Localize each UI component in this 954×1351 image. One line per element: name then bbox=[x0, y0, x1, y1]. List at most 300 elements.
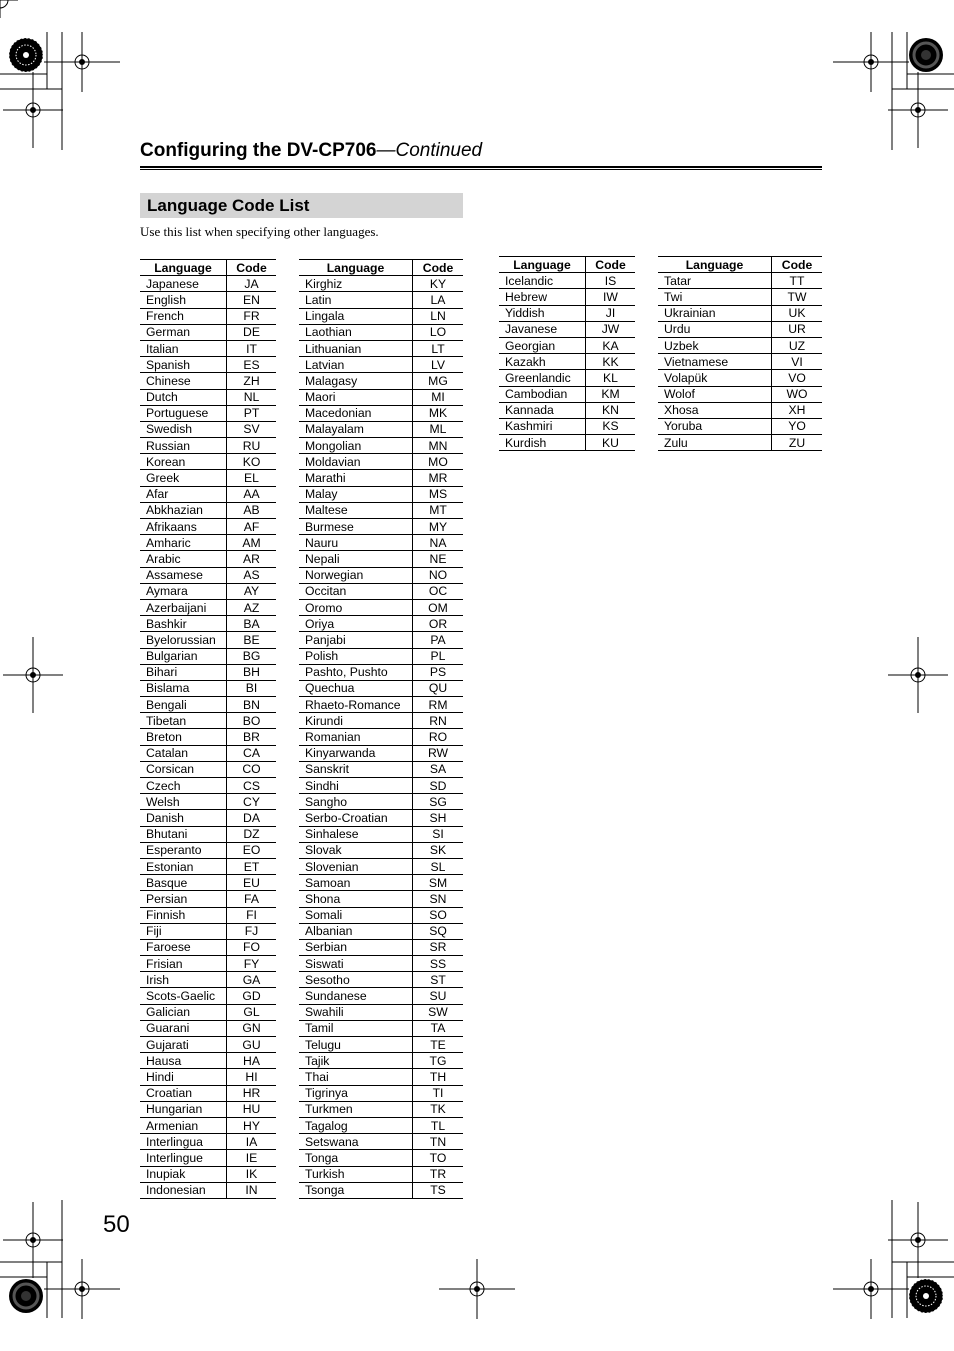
language-code: DE bbox=[227, 324, 277, 340]
table-row bbox=[499, 321, 635, 337]
language-code: TT bbox=[772, 273, 823, 289]
language-code: FR bbox=[227, 308, 277, 324]
language-name: Maori bbox=[299, 389, 413, 405]
header-title: Configuring the DV-CP706 bbox=[140, 140, 377, 161]
table-row bbox=[299, 1037, 463, 1053]
language-name: Hebrew bbox=[499, 289, 586, 305]
language-name: Afar bbox=[140, 486, 227, 502]
language-code: RW bbox=[413, 745, 464, 761]
language-name: Laothian bbox=[299, 324, 413, 340]
language-code: BA bbox=[227, 616, 277, 632]
table-row bbox=[299, 988, 463, 1004]
table-row bbox=[140, 373, 276, 389]
language-code: UK bbox=[772, 305, 823, 321]
table-row bbox=[140, 519, 276, 535]
language-code: RM bbox=[413, 697, 464, 713]
table-row bbox=[299, 1004, 463, 1020]
language-name: Kazakh bbox=[499, 354, 586, 370]
table-row bbox=[140, 1069, 276, 1085]
language-name: Swahili bbox=[299, 1004, 413, 1020]
table-row bbox=[299, 324, 463, 340]
language-code: ET bbox=[227, 858, 277, 874]
table-row bbox=[299, 599, 463, 615]
table-row bbox=[299, 535, 463, 551]
language-name: Turkish bbox=[299, 1166, 413, 1182]
language-code: LT bbox=[413, 340, 464, 356]
language-name: Azerbaijani bbox=[140, 599, 227, 615]
language-name: Slovak bbox=[299, 842, 413, 858]
language-name: Wolof bbox=[658, 386, 772, 402]
table-row bbox=[140, 1166, 276, 1182]
table-row bbox=[140, 1020, 276, 1036]
language-name: Hungarian bbox=[140, 1101, 227, 1117]
language-name: Tatar bbox=[658, 273, 772, 289]
table-row bbox=[299, 421, 463, 437]
language-code: PT bbox=[227, 405, 277, 421]
language-code: TH bbox=[413, 1069, 464, 1085]
language-name: Tagalog bbox=[299, 1117, 413, 1133]
table-row bbox=[140, 842, 276, 858]
language-name: Malayalam bbox=[299, 421, 413, 437]
language-code: JI bbox=[586, 305, 636, 321]
language-code: SI bbox=[413, 826, 464, 842]
language-name: Burmese bbox=[299, 519, 413, 535]
language-code: SK bbox=[413, 842, 464, 858]
table-row bbox=[299, 648, 463, 664]
table-row bbox=[658, 370, 822, 386]
language-code: BI bbox=[227, 680, 277, 696]
language-code: LA bbox=[413, 292, 464, 308]
table-row bbox=[299, 794, 463, 810]
table-row bbox=[140, 972, 276, 988]
language-name: Tonga bbox=[299, 1150, 413, 1166]
column-header-code: Code bbox=[413, 260, 464, 276]
table-row bbox=[299, 405, 463, 421]
language-name: Tajik bbox=[299, 1053, 413, 1069]
language-name: Oriya bbox=[299, 616, 413, 632]
language-code: KA bbox=[586, 337, 636, 353]
language-table-3 bbox=[499, 256, 635, 451]
table-header-row bbox=[499, 257, 635, 273]
language-code: MY bbox=[413, 519, 464, 535]
table-row bbox=[140, 486, 276, 502]
language-name: Inupiak bbox=[140, 1166, 227, 1182]
language-code: IE bbox=[227, 1150, 277, 1166]
table-row bbox=[499, 370, 635, 386]
table-row bbox=[299, 292, 463, 308]
language-name: Ukrainian bbox=[658, 305, 772, 321]
language-code: KM bbox=[586, 386, 636, 402]
language-code: AZ bbox=[227, 599, 277, 615]
language-code: CS bbox=[227, 778, 277, 794]
table-row bbox=[140, 697, 276, 713]
table-row bbox=[140, 502, 276, 518]
table-row bbox=[140, 810, 276, 826]
language-name: Somali bbox=[299, 907, 413, 923]
table-row bbox=[140, 357, 276, 373]
table-row bbox=[499, 386, 635, 402]
language-name: Scots-Gaelic bbox=[140, 988, 227, 1004]
language-code: BE bbox=[227, 632, 277, 648]
language-code: AY bbox=[227, 583, 277, 599]
language-name: Breton bbox=[140, 729, 227, 745]
column-header-language: Language bbox=[658, 257, 772, 273]
table-row bbox=[299, 389, 463, 405]
language-code: AA bbox=[227, 486, 277, 502]
language-name: Kirghiz bbox=[299, 276, 413, 292]
language-name: French bbox=[140, 308, 227, 324]
table-row bbox=[299, 1069, 463, 1085]
table-row bbox=[299, 1150, 463, 1166]
language-name: Gujarati bbox=[140, 1037, 227, 1053]
table-row bbox=[140, 680, 276, 696]
table-row bbox=[140, 308, 276, 324]
language-name: Fiji bbox=[140, 923, 227, 939]
table-row bbox=[299, 373, 463, 389]
language-table-2 bbox=[299, 259, 463, 1199]
language-name: Setswana bbox=[299, 1134, 413, 1150]
table-row bbox=[299, 519, 463, 535]
language-name: Faroese bbox=[140, 939, 227, 955]
language-code: TR bbox=[413, 1166, 464, 1182]
language-code: XH bbox=[772, 402, 823, 418]
language-name: Portuguese bbox=[140, 405, 227, 421]
language-code: SR bbox=[413, 939, 464, 955]
table-row bbox=[140, 745, 276, 761]
language-name: Welsh bbox=[140, 794, 227, 810]
language-name: Maltese bbox=[299, 502, 413, 518]
language-code: HU bbox=[227, 1101, 277, 1117]
language-code: ST bbox=[413, 972, 464, 988]
table-row bbox=[499, 402, 635, 418]
language-name: Kinyarwanda bbox=[299, 745, 413, 761]
language-name: Pashto, Pushto bbox=[299, 664, 413, 680]
table-row bbox=[140, 567, 276, 583]
language-code: MK bbox=[413, 405, 464, 421]
language-code: KL bbox=[586, 370, 636, 386]
language-code: TI bbox=[413, 1085, 464, 1101]
language-table-1 bbox=[140, 259, 276, 1199]
language-code: BG bbox=[227, 648, 277, 664]
table-row bbox=[658, 354, 822, 370]
language-code: DA bbox=[227, 810, 277, 826]
language-code: LO bbox=[413, 324, 464, 340]
language-name: Czech bbox=[140, 778, 227, 794]
table-row bbox=[658, 289, 822, 305]
table-row bbox=[140, 729, 276, 745]
language-code: IS bbox=[586, 273, 636, 289]
language-name: Tibetan bbox=[140, 713, 227, 729]
section-intro: Use this list when specifying other languages. bbox=[140, 224, 379, 239]
language-code: HY bbox=[227, 1117, 277, 1133]
language-code: SH bbox=[413, 810, 464, 826]
table-row bbox=[140, 616, 276, 632]
table-header-row bbox=[299, 260, 463, 276]
language-code: AR bbox=[227, 551, 277, 567]
language-name: Thai bbox=[299, 1069, 413, 1085]
language-name: Persian bbox=[140, 891, 227, 907]
language-name: Kurdish bbox=[499, 435, 586, 451]
language-name: Quechua bbox=[299, 680, 413, 696]
table-row bbox=[299, 891, 463, 907]
language-code: EU bbox=[227, 875, 277, 891]
language-name: Sesotho bbox=[299, 972, 413, 988]
language-name: Bashkir bbox=[140, 616, 227, 632]
table-row bbox=[140, 907, 276, 923]
table-row bbox=[658, 273, 822, 289]
table-row bbox=[299, 972, 463, 988]
table-row bbox=[658, 321, 822, 337]
language-code: KO bbox=[227, 454, 277, 470]
language-name: Mongolian bbox=[299, 438, 413, 454]
table-row bbox=[299, 680, 463, 696]
language-name: Telugu bbox=[299, 1037, 413, 1053]
language-name: Vietnamese bbox=[658, 354, 772, 370]
language-name: Interlingue bbox=[140, 1150, 227, 1166]
language-name: Tamil bbox=[299, 1020, 413, 1036]
language-name: Bhutani bbox=[140, 826, 227, 842]
language-name: Turkmen bbox=[299, 1101, 413, 1117]
language-code: LV bbox=[413, 357, 464, 373]
language-code: OR bbox=[413, 616, 464, 632]
language-code: RO bbox=[413, 729, 464, 745]
language-name: Urdu bbox=[658, 321, 772, 337]
language-code: BR bbox=[227, 729, 277, 745]
language-code: FO bbox=[227, 939, 277, 955]
table-row bbox=[140, 778, 276, 794]
table-row bbox=[140, 1117, 276, 1133]
table-row bbox=[140, 875, 276, 891]
language-name: Croatian bbox=[140, 1085, 227, 1101]
table-row bbox=[658, 337, 822, 353]
language-name: Macedonian bbox=[299, 405, 413, 421]
language-code: TL bbox=[413, 1117, 464, 1133]
column-header-language: Language bbox=[140, 260, 227, 276]
language-code: UR bbox=[772, 321, 823, 337]
table-row bbox=[299, 308, 463, 324]
table-row bbox=[299, 454, 463, 470]
language-name: Norwegian bbox=[299, 567, 413, 583]
language-name: Cambodian bbox=[499, 386, 586, 402]
table-row bbox=[140, 1037, 276, 1053]
language-code: MO bbox=[413, 454, 464, 470]
table-row bbox=[299, 745, 463, 761]
language-code: NE bbox=[413, 551, 464, 567]
language-code: ZH bbox=[227, 373, 277, 389]
language-code: EL bbox=[227, 470, 277, 486]
language-code: SS bbox=[413, 956, 464, 972]
table-row bbox=[299, 713, 463, 729]
language-code: SO bbox=[413, 907, 464, 923]
language-code: SG bbox=[413, 794, 464, 810]
language-code: TN bbox=[413, 1134, 464, 1150]
language-code: PA bbox=[413, 632, 464, 648]
table-row bbox=[499, 305, 635, 321]
language-name: Bulgarian bbox=[140, 648, 227, 664]
table-row bbox=[140, 583, 276, 599]
language-code: CY bbox=[227, 794, 277, 810]
language-name: Latin bbox=[299, 292, 413, 308]
language-name: Japanese bbox=[140, 276, 227, 292]
language-code: ES bbox=[227, 357, 277, 373]
table-row bbox=[140, 421, 276, 437]
language-name: Serbian bbox=[299, 939, 413, 955]
language-name: Galician bbox=[140, 1004, 227, 1020]
language-code: OC bbox=[413, 583, 464, 599]
table-row bbox=[140, 454, 276, 470]
table-row bbox=[140, 389, 276, 405]
table-row bbox=[299, 842, 463, 858]
table-row bbox=[658, 418, 822, 434]
table-row bbox=[140, 1134, 276, 1150]
language-code: WO bbox=[772, 386, 823, 402]
language-name: Amharic bbox=[140, 535, 227, 551]
table-row bbox=[140, 405, 276, 421]
language-name: Aymara bbox=[140, 583, 227, 599]
language-name: Panjabi bbox=[299, 632, 413, 648]
language-code: KU bbox=[586, 435, 636, 451]
language-name: Georgian bbox=[499, 337, 586, 353]
language-code: MI bbox=[413, 389, 464, 405]
language-code: FI bbox=[227, 907, 277, 923]
table-row bbox=[499, 289, 635, 305]
language-name: Siswati bbox=[299, 956, 413, 972]
language-name: Rhaeto-Romance bbox=[299, 697, 413, 713]
language-name: Malay bbox=[299, 486, 413, 502]
language-name: Lithuanian bbox=[299, 340, 413, 356]
language-code: BH bbox=[227, 664, 277, 680]
language-name: Tigrinya bbox=[299, 1085, 413, 1101]
table-row bbox=[299, 761, 463, 777]
language-name: Latvian bbox=[299, 357, 413, 373]
language-name: Volapük bbox=[658, 370, 772, 386]
language-code: ML bbox=[413, 421, 464, 437]
language-code: KK bbox=[586, 354, 636, 370]
language-name: Tsonga bbox=[299, 1182, 413, 1198]
table-row bbox=[140, 470, 276, 486]
table-row bbox=[299, 923, 463, 939]
language-name: Kannada bbox=[499, 402, 586, 418]
language-name: Yiddish bbox=[499, 305, 586, 321]
table-row bbox=[299, 502, 463, 518]
table-row bbox=[299, 778, 463, 794]
language-name: Zulu bbox=[658, 435, 772, 451]
table-row bbox=[140, 535, 276, 551]
table-row bbox=[299, 1182, 463, 1198]
table-row bbox=[299, 551, 463, 567]
language-code: IA bbox=[227, 1134, 277, 1150]
language-code: SM bbox=[413, 875, 464, 891]
table-row bbox=[140, 1053, 276, 1069]
language-code: HA bbox=[227, 1053, 277, 1069]
table-row bbox=[140, 438, 276, 454]
language-name: Catalan bbox=[140, 745, 227, 761]
language-code: CO bbox=[227, 761, 277, 777]
table-row bbox=[499, 273, 635, 289]
language-name: Javanese bbox=[499, 321, 586, 337]
language-name: English bbox=[140, 292, 227, 308]
language-code: KN bbox=[586, 402, 636, 418]
table-row bbox=[140, 1101, 276, 1117]
table-row bbox=[140, 1150, 276, 1166]
language-code: PL bbox=[413, 648, 464, 664]
language-name: Lingala bbox=[299, 308, 413, 324]
language-code: MR bbox=[413, 470, 464, 486]
language-code: DZ bbox=[227, 826, 277, 842]
header-rule-thin bbox=[140, 169, 822, 170]
language-code: CA bbox=[227, 745, 277, 761]
table-row bbox=[299, 826, 463, 842]
language-name: Serbo-Croatian bbox=[299, 810, 413, 826]
language-code: SU bbox=[413, 988, 464, 1004]
table-row bbox=[299, 486, 463, 502]
table-row bbox=[140, 1182, 276, 1198]
language-name: Byelorussian bbox=[140, 632, 227, 648]
language-code: EN bbox=[227, 292, 277, 308]
language-code: IW bbox=[586, 289, 636, 305]
language-name: Albanian bbox=[299, 923, 413, 939]
table-row bbox=[299, 810, 463, 826]
language-name: Kashmiri bbox=[499, 418, 586, 434]
language-code: KS bbox=[586, 418, 636, 434]
language-name: Moldavian bbox=[299, 454, 413, 470]
language-code: IK bbox=[227, 1166, 277, 1182]
language-name: Russian bbox=[140, 438, 227, 454]
language-code: NA bbox=[413, 535, 464, 551]
column-header-code: Code bbox=[772, 257, 823, 273]
language-name: German bbox=[140, 324, 227, 340]
language-code: AF bbox=[227, 519, 277, 535]
table-row bbox=[499, 337, 635, 353]
language-name: Twi bbox=[658, 289, 772, 305]
language-name: Icelandic bbox=[499, 273, 586, 289]
header-rule bbox=[140, 166, 822, 168]
language-name: Armenian bbox=[140, 1117, 227, 1133]
table-row bbox=[299, 875, 463, 891]
language-code: AB bbox=[227, 502, 277, 518]
language-code: SD bbox=[413, 778, 464, 794]
table-row bbox=[140, 939, 276, 955]
language-code: RN bbox=[413, 713, 464, 729]
language-name: Marathi bbox=[299, 470, 413, 486]
language-code: MN bbox=[413, 438, 464, 454]
language-name: Malagasy bbox=[299, 373, 413, 389]
table-row bbox=[299, 1020, 463, 1036]
language-code: GL bbox=[227, 1004, 277, 1020]
language-name: Finnish bbox=[140, 907, 227, 923]
table-row bbox=[658, 435, 822, 451]
language-code: GN bbox=[227, 1020, 277, 1036]
table-row bbox=[140, 891, 276, 907]
language-code: TW bbox=[772, 289, 823, 305]
language-code: QU bbox=[413, 680, 464, 696]
table-row bbox=[140, 858, 276, 874]
language-code: MG bbox=[413, 373, 464, 389]
language-code: BN bbox=[227, 697, 277, 713]
language-code: YO bbox=[772, 418, 823, 434]
language-code: TE bbox=[413, 1037, 464, 1053]
language-name: Yoruba bbox=[658, 418, 772, 434]
table-row bbox=[140, 599, 276, 615]
table-row bbox=[499, 435, 635, 451]
language-name: Greenlandic bbox=[499, 370, 586, 386]
language-code: VO bbox=[772, 370, 823, 386]
language-name: Polish bbox=[299, 648, 413, 664]
language-name: Samoan bbox=[299, 875, 413, 891]
table-row bbox=[299, 697, 463, 713]
table-row bbox=[299, 470, 463, 486]
language-code: BO bbox=[227, 713, 277, 729]
